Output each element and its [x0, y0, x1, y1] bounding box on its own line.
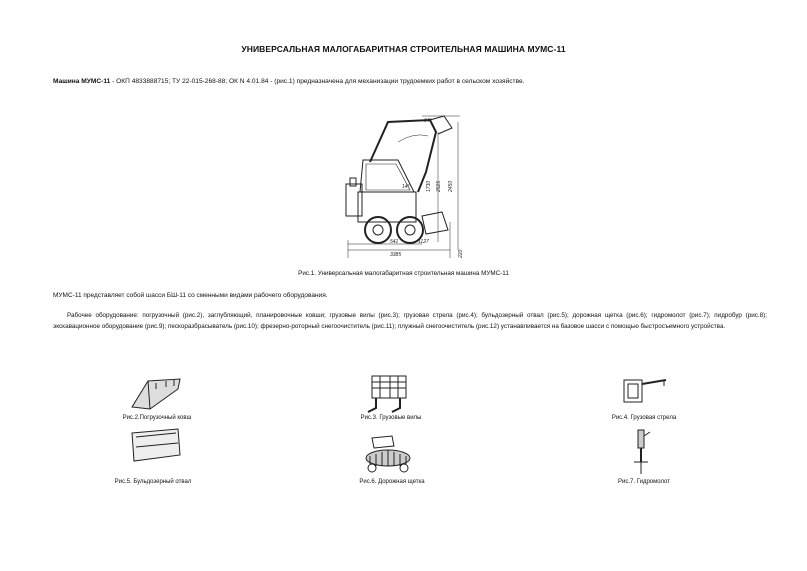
lower-bucket: [422, 212, 448, 234]
dim-label: 2450: [448, 180, 454, 192]
figure-2-drawing: [128, 375, 184, 411]
figure-4-drawing: [620, 376, 670, 412]
figure-7-caption: Рис.7. Гидромолот: [618, 479, 670, 485]
dim-label: 3385: [390, 252, 402, 258]
figure-3-drawing: [366, 374, 412, 414]
dim-label: 2525: [436, 180, 442, 192]
intro-text: - ОКП 4833888715; ТУ 22-015-268-88; ОК N 4.01.84 - (рис.1) предназначена для механизации трудоемких работ в сельском хозяйстве.: [110, 78, 525, 85]
dim-label: 64°: [424, 118, 432, 124]
intro-paragraph: [53, 78, 773, 85]
figure-4-caption: Рис.4. Грузовая стрела: [611, 415, 677, 421]
dim-label: 1127: [418, 239, 429, 245]
page-title: УНИВЕРСАЛЬНАЯ МАЛОГАБАРИТНАЯ СТРОИТЕЛЬНАЯ МАШИНА МУМС-11: [241, 44, 566, 54]
dim-label: 14°: [402, 184, 410, 190]
figure-6-drawing: [362, 434, 414, 474]
paragraph-1: МУМС-11 представляет собой шасси БШ-11 со сменными видами рабочего оборудования.: [53, 292, 328, 299]
machine-name: Машина МУМС-11: [53, 78, 111, 85]
figure-5-caption: Рис.5. Бульдозерный отвал: [114, 479, 192, 485]
figure-3-caption: Рис.3. Грузовые вилы: [360, 415, 422, 421]
engine: [346, 184, 362, 216]
figure-5-drawing: [128, 427, 184, 463]
figure-2-caption: Рис.2.Погрузочный ковш: [122, 415, 192, 421]
dim-label: 220: [458, 249, 464, 258]
paragraph-2: Рабочее оборудование: погрузочный (рис.2), заглубляющий, планировочные ковши; грузовые вилы (рис.3); грузовая стрела (рис.4); бульдозерный отвал (рис.5); дорожная щетка (рис.6); гидромолот (рис.7); пидробур (рис.8); экскавационное оборудование (рис.9); пескоразбрасыватель (рис.10); фрезерно-роторный снегоочиститель (рис.11); плужный снегоочиститель (рис.12) устанавливается на базовое шасси с помощью быстросъемного устройства.: [53, 312, 767, 330]
figure-1-drawing: [318, 112, 468, 262]
figure-7-drawing: [630, 428, 654, 476]
dim-label: 1730: [426, 180, 432, 192]
figure-1-caption: Рис.1. Универсальная малогабаритная строительная машина МУМС-11: [298, 270, 509, 277]
front-wheel: [365, 217, 391, 243]
figure-6-caption: Рис.6. Дорожная щетка: [359, 479, 425, 485]
dim-label: 541: [390, 239, 399, 245]
